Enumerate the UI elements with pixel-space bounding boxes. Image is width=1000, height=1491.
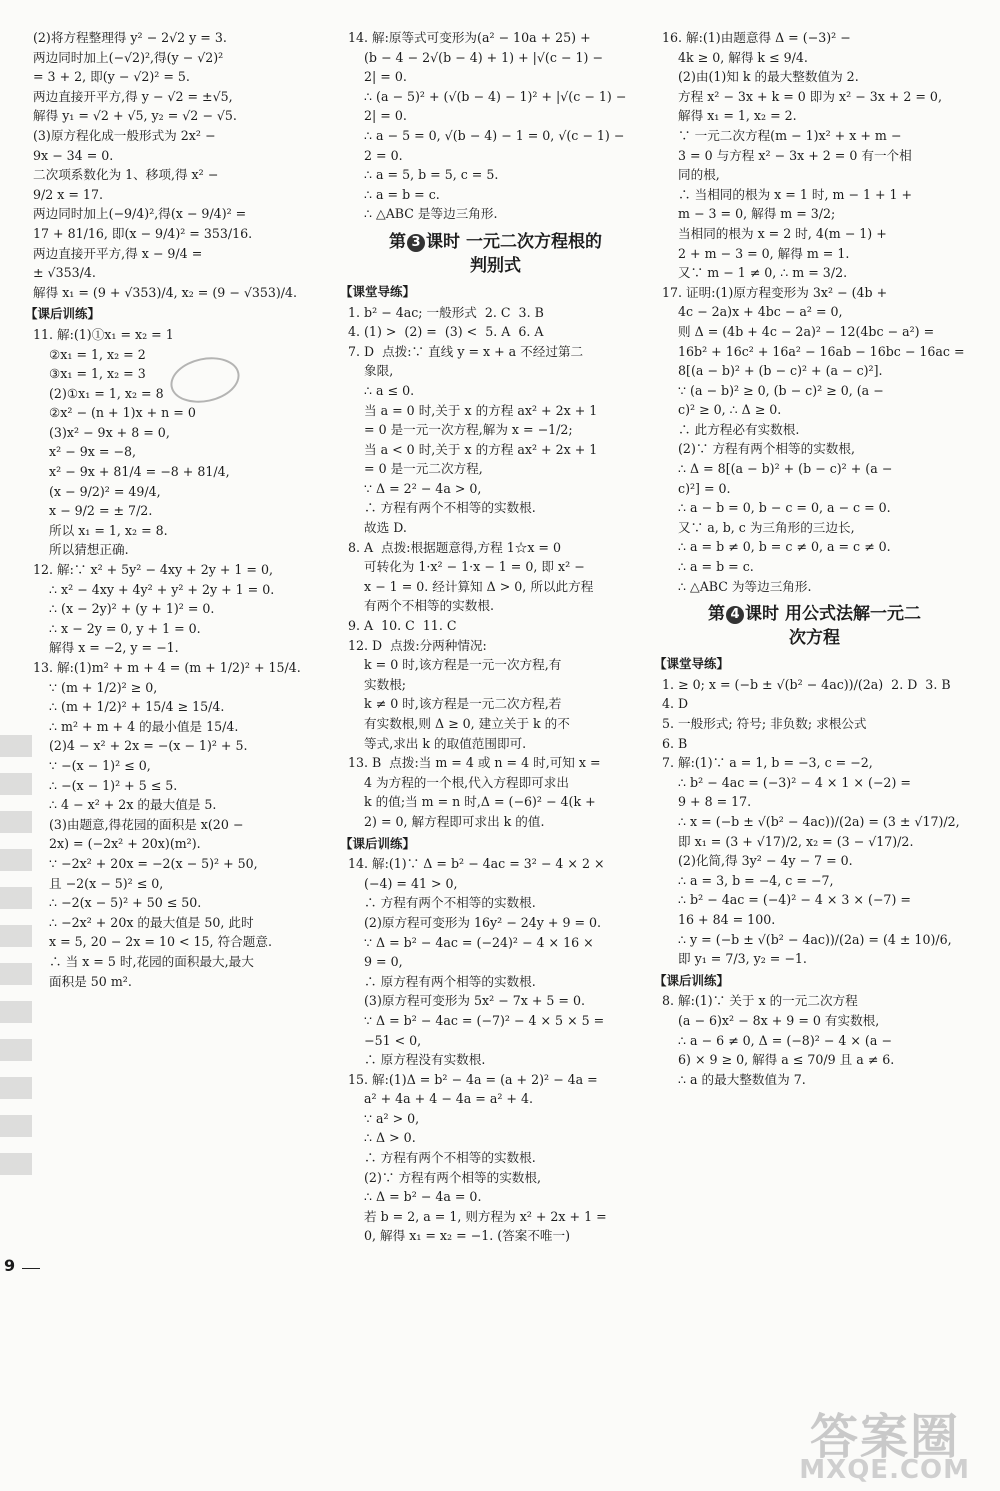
watermark-url: MXQE.COM bbox=[799, 1455, 970, 1485]
answer-block bbox=[662, 991, 967, 1089]
answer-line: 1. b² − 4ac; 一般形式 2. C 3. B bbox=[348, 304, 544, 320]
answer-line: 4. D bbox=[662, 696, 689, 712]
answer-line: ∴ △ABC 是等边三角形. bbox=[348, 206, 498, 222]
answer-line: 9x − 34 = 0. bbox=[33, 147, 114, 163]
answer-line: 解得 y₁ = √2 + √5, y₂ = √2 − √5. bbox=[33, 108, 237, 124]
answer-line: 17. 证明:(1)原方程变形为 3x² − (4b + bbox=[662, 284, 888, 300]
answer-line: 两边同时加上(−9/4)²,得(x − 9/4)² = bbox=[33, 206, 247, 222]
answer-line: ± √353/4. bbox=[33, 265, 96, 281]
answer-line: 16b² + 16c² + 16a² − 16ab − 16bc − 16ac = bbox=[662, 343, 965, 359]
answer-line: 9. A 10. C 11. C bbox=[348, 618, 457, 634]
answer-line: ∴ a − 5 = 0, √(b − 4) − 1 = 0, √(c − 1) − bbox=[348, 127, 625, 143]
answer-line: ∴ 方程有两个不相等的实数根. bbox=[348, 500, 536, 516]
answer-line: 等式,求出 k 的取值范围即可. bbox=[348, 735, 527, 751]
answer-line: 当 a < 0 时,关于 x 的方程 ax² + 2x + 1 bbox=[348, 441, 598, 457]
answer-line: ∴ a = b = c. bbox=[662, 559, 754, 575]
answer-line: 17 + 81/16, 即(x − 9/4)² = 353/16. bbox=[33, 225, 253, 241]
answer-block bbox=[348, 303, 643, 832]
answer-line: 15. 解:(1)Δ = b² − 4a = (a + 2)² − 4a = bbox=[348, 1071, 598, 1087]
column-right bbox=[654, 0, 967, 1089]
answer-line: x² − 9x + 81/4 = −8 + 81/4, bbox=[33, 464, 230, 480]
answer-line: 12. D 点拨:分两种情况: bbox=[348, 637, 487, 653]
section-heading: 【课后训练】 bbox=[340, 835, 416, 851]
answer-line: ∴ (m + 1/2)² + 15/4 ≥ 15/4. bbox=[33, 699, 225, 715]
answer-line: 有两个不相等的实数根. bbox=[348, 598, 494, 614]
watermark-logo: 答案圈 bbox=[809, 1409, 960, 1465]
answer-line: 两边直接开平方,得 y − √2 = ±√5, bbox=[33, 88, 233, 104]
answer-line: c)² ≥ 0, ∴ Δ ≥ 0. bbox=[662, 402, 782, 418]
answer-line: ∵ 一元二次方程(m − 1)x² + x + m − bbox=[662, 127, 902, 143]
answer-line: 16 + 84 = 100. bbox=[662, 911, 776, 927]
answer-line: 二次项系数化为 1、移项,得 x² − bbox=[33, 167, 219, 183]
answer-line: 3 = 0 与方程 x² − 3x + 2 = 0 有一个相 bbox=[662, 147, 912, 163]
answer-line: ∴ △ABC 为等边三角形. bbox=[662, 578, 812, 594]
answer-line: ∴ Δ = b² − 4a = 0. bbox=[348, 1189, 482, 1205]
answer-line: (a − 6)x² − 8x + 9 = 0 有实数根, bbox=[662, 1012, 880, 1028]
answer-line: 故选 D. bbox=[348, 520, 407, 536]
answer-line: = 3 + 2, 即(y − √2)² = 5. bbox=[33, 69, 190, 85]
answer-line: ③x₁ = 1, x₂ = 3 bbox=[33, 366, 146, 382]
answer-line: ∴ b² − 4ac = (−4)² − 4 × 3 × (−7) = bbox=[662, 892, 911, 908]
section-heading: 【课后训练】 bbox=[654, 972, 730, 988]
lesson-number-badge: 4 bbox=[726, 606, 744, 624]
answer-line: 14. 解:原等式可变形为(a² − 10a + 25) + bbox=[348, 30, 591, 45]
answer-line: ∴ a = b ≠ 0, b = c ≠ 0, a = c ≠ 0. bbox=[662, 539, 891, 555]
answer-line: 解得 x = −2, y = −1. bbox=[33, 640, 179, 656]
answer-line: 同的根, bbox=[662, 167, 720, 183]
answer-block bbox=[348, 28, 643, 224]
answer-line: (−4) = 41 > 0, bbox=[348, 875, 458, 891]
answer-line: x² − 9x = −8, bbox=[33, 444, 136, 460]
answer-line: = 0 是一元一次方程,解为 x = −1/2; bbox=[348, 422, 573, 438]
answer-line: ∵ a² > 0, bbox=[348, 1110, 420, 1126]
answer-line: 6) × 9 ≥ 0, 解得 a ≤ 70/9 且 a ≠ 6. bbox=[662, 1052, 895, 1068]
answer-line: 2 = 0. bbox=[348, 147, 403, 163]
answer-line: ∵ Δ = b² − 4ac = (−7)² − 4 × 5 × 5 = bbox=[348, 1012, 605, 1028]
answer-line: (2)①x₁ = 1, x₂ = 8 bbox=[33, 385, 164, 401]
lesson-title: 第 4 课时 用公式法解一元二 次方程 bbox=[708, 604, 921, 649]
answer-line: 7. 解:(1)∵ a = 1, b = −3, c = −2, bbox=[662, 755, 873, 771]
answer-line: 若 b = 2, a = 1, 则方程为 x² + 2x + 1 = bbox=[348, 1208, 607, 1224]
answer-line: 9 + 8 = 17. bbox=[662, 794, 752, 810]
answer-line: ∴ a = 3, b = −4, c = −7, bbox=[662, 872, 834, 888]
answer-line: 2 + m − 3 = 0, 解得 m = 1. bbox=[662, 245, 850, 261]
answer-line: 8[(a − b)² + (b − c)² + (a − c)²]. bbox=[662, 363, 883, 379]
answer-line: ∴ Δ = 8[(a − b)² + (b − c)² + (a − bbox=[662, 461, 893, 477]
section-heading: 【课堂导练】 bbox=[340, 283, 416, 299]
answer-line: 9 = 0, bbox=[348, 954, 403, 970]
answer-line: 2| = 0. bbox=[348, 108, 407, 124]
answer-line: a² + 4a + 4 − 4a = a² + 4. bbox=[348, 1091, 533, 1107]
answer-line: 且 −2(x − 5)² ≤ 0, bbox=[33, 875, 164, 891]
answer-line: ∵ (a − b)² ≥ 0, (b − c)² ≥ 0, (a − bbox=[662, 382, 884, 398]
answer-line: 解得 x₁ = (9 + √353)/4, x₂ = (9 − √353)/4. bbox=[33, 284, 298, 300]
answer-line: ∵ Δ = b² − 4ac = (−24)² − 4 × 16 × bbox=[348, 934, 594, 950]
answer-line: m − 3 = 0, 解得 m = 3/2; bbox=[662, 206, 836, 222]
answer-line: ∴ a − b = 0, b − c = 0, a − c = 0. bbox=[662, 500, 891, 516]
answer-line: 所以 x₁ = 1, x₂ = 8. bbox=[33, 522, 168, 538]
lesson-title: 第 3 课时 一元二次方程根的 判别式 bbox=[389, 231, 602, 276]
answer-line: 即 x₁ = (3 + √17)/2, x₂ = (3 − √17)/2. bbox=[662, 833, 914, 849]
answer-line: 4. (1) > (2) = (3) < 5. A 6. A bbox=[348, 324, 544, 340]
page-number-rule bbox=[22, 1268, 40, 1269]
answer-line: (3)原方程可变形为 5x² − 7x + 5 = 0. bbox=[348, 993, 585, 1009]
answer-line: 两边直接开平方,得 x − 9/4 = bbox=[33, 245, 203, 261]
answer-line: 4 为方程的一个根,代入方程即可求出 bbox=[348, 774, 569, 790]
answer-line: (3)由题意,得花园的面积是 x(20 − bbox=[33, 816, 244, 832]
answer-line: (2)∵ 方程有两个相等的实数根, bbox=[348, 1169, 541, 1185]
answer-line: 面积是 50 m². bbox=[33, 973, 132, 989]
answer-line: ∵ (m + 1/2)² ≥ 0, bbox=[33, 679, 158, 695]
answer-line: 所以猜想正确. bbox=[33, 542, 129, 558]
answer-line: ∴ −2(x − 5)² + 50 ≤ 50. bbox=[33, 895, 202, 911]
answer-line: ∴ −(x − 1)² + 5 ≤ 5. bbox=[33, 777, 178, 793]
answer-line: k = 0 时,该方程是一元一次方程,有 bbox=[348, 657, 562, 673]
answer-line: ∴ 当 x = 5 时,花园的面积最大,最大 bbox=[33, 953, 254, 969]
answer-line: ∵ −(x − 1)² ≤ 0, bbox=[33, 757, 151, 773]
answer-line: ②x₁ = 1, x₂ = 2 bbox=[33, 346, 146, 362]
answer-line: 有实数根,则 Δ ≥ 0, 建立关于 k 的不 bbox=[348, 716, 570, 731]
answer-block bbox=[662, 675, 967, 969]
side-decoration bbox=[0, 735, 32, 1185]
answer-line: ∴ 当相同的根为 x = 1 时, m − 1 + 1 + bbox=[662, 186, 913, 202]
answer-line: 12. 解:∵ x² + 5y² − 4xy + 2y + 1 = 0, bbox=[33, 562, 273, 578]
answer-line: (2)由(1)知 k 的最大整数值为 2. bbox=[662, 69, 859, 85]
answer-line: ∴ x − 2y = 0, y + 1 = 0. bbox=[33, 620, 201, 636]
answer-line: 4k ≥ 0, 解得 k ≤ 9/4. bbox=[662, 49, 808, 65]
answer-line: ∴ a = 5, b = 5, c = 5. bbox=[348, 167, 499, 183]
answer-line: x − 9/2 = ± 7/2. bbox=[33, 503, 153, 519]
answer-line: = 0 是一元二次方程, bbox=[348, 461, 483, 477]
answer-line: 2| = 0. bbox=[348, 69, 407, 85]
answer-line: k 的值;当 m = n 时,Δ = (−6)² − 4(k + bbox=[348, 794, 596, 810]
answer-line: ∴ 原方程没有实数根. bbox=[348, 1052, 486, 1068]
section-heading: 【课后训练】 bbox=[25, 306, 101, 322]
answer-line: 6. B bbox=[662, 735, 688, 751]
answer-line: k ≠ 0 时,该方程是一元二次方程,若 bbox=[348, 696, 562, 712]
answer-line: ∴ y = (−b ± √(b² − 4ac))/(2a) = (4 ± 10)/6, bbox=[662, 931, 952, 947]
answer-line: (b − 4 − 2√(b − 4) + 1) + |√(c − 1) − bbox=[348, 49, 603, 65]
answer-line: ∴ x = (−b ± √(b² − 4ac))/(2a) = (3 ± √17)/2, bbox=[662, 813, 960, 829]
answer-line: 2x) = (−2x² + 20x)(m²). bbox=[33, 836, 201, 852]
answer-line: 当 a = 0 时,关于 x 的方程 ax² + 2x + 1 bbox=[348, 402, 598, 418]
answer-line: ∴ 原方程有两个相等的实数根. bbox=[348, 973, 536, 989]
answer-block bbox=[348, 854, 643, 1246]
answer-line: ∴ 此方程必有实数根. bbox=[662, 421, 800, 437]
answer-line: 8. A 点拨:根据题意得,方程 1☆x = 0 bbox=[348, 539, 561, 555]
answer-line: ∵ −2x² + 20x = −2(x − 5)² + 50, bbox=[33, 855, 258, 871]
column-left bbox=[25, 0, 323, 991]
answer-line: 实数根; bbox=[348, 676, 407, 692]
answer-line: (2)∵ 方程有两个相等的实数根, bbox=[662, 441, 855, 457]
answer-line: 5. 一般形式; 符号; 非负数; 求根公式 bbox=[662, 716, 867, 731]
answer-line: ∴ a − 6 ≠ 0, Δ = (−8)² − 4 × (a − bbox=[662, 1032, 892, 1048]
answer-line: ∴ a = b = c. bbox=[348, 186, 440, 202]
answer-line: 7. D 点拨:∵ 直线 y = x + a 不经过第二 bbox=[348, 343, 584, 359]
answer-line: x = 5, 20 − 2x = 10 < 15, 符合题意. bbox=[33, 934, 272, 950]
answer-line: 又∵ a, b, c 为三角形的三边长, bbox=[662, 519, 855, 535]
answer-line: ∴ 方程有两个不相等的实数根. bbox=[348, 895, 536, 911]
answer-line: (x − 9/2)² = 49/4, bbox=[33, 483, 161, 499]
answer-line: 方程 x² − 3x + k = 0 即为 x² − 3x + 2 = 0, bbox=[662, 88, 942, 104]
answer-line: 16. 解:(1)由题意得 Δ = (−3)² − bbox=[662, 30, 851, 45]
answer-line: ∴ Δ > 0. bbox=[348, 1130, 416, 1146]
answer-line: 即 y₁ = 7/3, y₂ = −1. bbox=[662, 951, 807, 967]
answer-line: ②x² − (n + 1)x + n = 0 bbox=[33, 405, 196, 421]
answer-block bbox=[33, 325, 323, 991]
answer-line: 1. ≥ 0; x = (−b ± √(b² − 4ac))/(2a) 2. D 3. B bbox=[662, 676, 951, 692]
answer-line: 又∵ m − 1 ≠ 0, ∴ m = 3/2. bbox=[662, 265, 848, 281]
answer-line: 解得 x₁ = 1, x₂ = 2. bbox=[662, 108, 797, 124]
column-middle bbox=[340, 0, 643, 1246]
answer-line: x − 1 = 0. 经计算知 Δ > 0, 所以此方程 bbox=[348, 578, 594, 594]
answer-line: (2)原方程可变形为 16y² − 24y + 9 = 0. bbox=[348, 914, 602, 930]
answer-line: 13. 解:(1)m² + m + 4 = (m + 1/2)² + 15/4. bbox=[33, 660, 301, 675]
answer-line: ∴ m² + m + 4 的最小值是 15/4. bbox=[33, 718, 239, 734]
answer-line: 8. 解:(1)∵ 关于 x 的一元二次方程 bbox=[662, 993, 858, 1009]
answer-line: (2)4 − x² + 2x = −(x − 1)² + 5. bbox=[33, 738, 248, 754]
answer-line: 当相同的根为 x = 2 时, 4(m − 1) + bbox=[662, 225, 887, 241]
answer-line: 2) = 0, 解方程即可求出 k 的值. bbox=[348, 813, 545, 829]
answer-line: ∵ Δ = 2² − 4a > 0, bbox=[348, 480, 482, 496]
answer-line: 13. B 点拨:当 m = 4 或 n = 4 时,可知 x = bbox=[348, 755, 601, 771]
answer-line: ∴ a ≤ 0. bbox=[348, 382, 415, 398]
answer-line: 则 Δ = (4b + 4c − 2a)² − 12(4bc − a²) = bbox=[662, 323, 935, 339]
answer-line: ∴ (x − 2y)² + (y + 1)² = 0. bbox=[33, 601, 215, 617]
answer-line: (3)x² − 9x + 8 = 0, bbox=[33, 424, 170, 440]
answer-line: c)²] = 0. bbox=[662, 480, 731, 496]
answer-line: ∴ x² − 4xy + 4y² + y² + 2y + 1 = 0. bbox=[33, 581, 275, 597]
page-number: 9 bbox=[4, 1256, 16, 1275]
answer-line: ∴ a 的最大整数值为 7. bbox=[662, 1071, 806, 1087]
answer-line: ∴ −2x² + 20x 的最大值是 50, 此时 bbox=[33, 914, 254, 930]
answer-line: ∴ 4 − x² + 2x 的最大值是 5. bbox=[33, 797, 217, 813]
answer-line: 象限, bbox=[348, 363, 394, 379]
answer-line: −51 < 0, bbox=[348, 1032, 422, 1048]
answer-line: (2)将方程整理得 y² − 2√2 y = 3. bbox=[33, 30, 227, 45]
answer-line: 两边同时加上(−√2)²,得(y − √2)² bbox=[33, 49, 224, 65]
answer-block bbox=[662, 28, 967, 596]
answer-line: 可转化为 1·x² − 1·x − 1 = 0, 即 x² − bbox=[348, 559, 585, 575]
answer-line: 11. 解:(1)①x₁ = x₂ = 1 bbox=[33, 326, 174, 342]
answer-line: (3)原方程化成一般形式为 2x² − bbox=[33, 127, 216, 143]
answer-line: ∴ b² − 4ac = (−3)² − 4 × 1 × (−2) = bbox=[662, 774, 911, 790]
answer-line: 9/2 x = 17. bbox=[33, 186, 103, 202]
answer-line: ∴ 方程有两个不相等的实数根. bbox=[348, 1150, 536, 1166]
answer-line: 4c − 2a)x + 4bc − a² = 0, bbox=[662, 304, 843, 320]
answer-line: 14. 解:(1)∵ Δ = b² − 4ac = 3² − 4 × 2 × bbox=[348, 856, 605, 872]
answer-block bbox=[33, 28, 323, 302]
lesson-number-badge: 3 bbox=[407, 234, 425, 252]
answer-line: (2)化简,得 3y² − 4y − 7 = 0. bbox=[662, 853, 853, 869]
section-heading: 【课堂导练】 bbox=[654, 656, 730, 672]
answer-line: ∴ (a − 5)² + (√(b − 4) − 1)² + |√(c − 1) − bbox=[348, 88, 627, 104]
answer-line: 0, 解得 x₁ = x₂ = −1. (答案不唯一) bbox=[348, 1228, 571, 1244]
